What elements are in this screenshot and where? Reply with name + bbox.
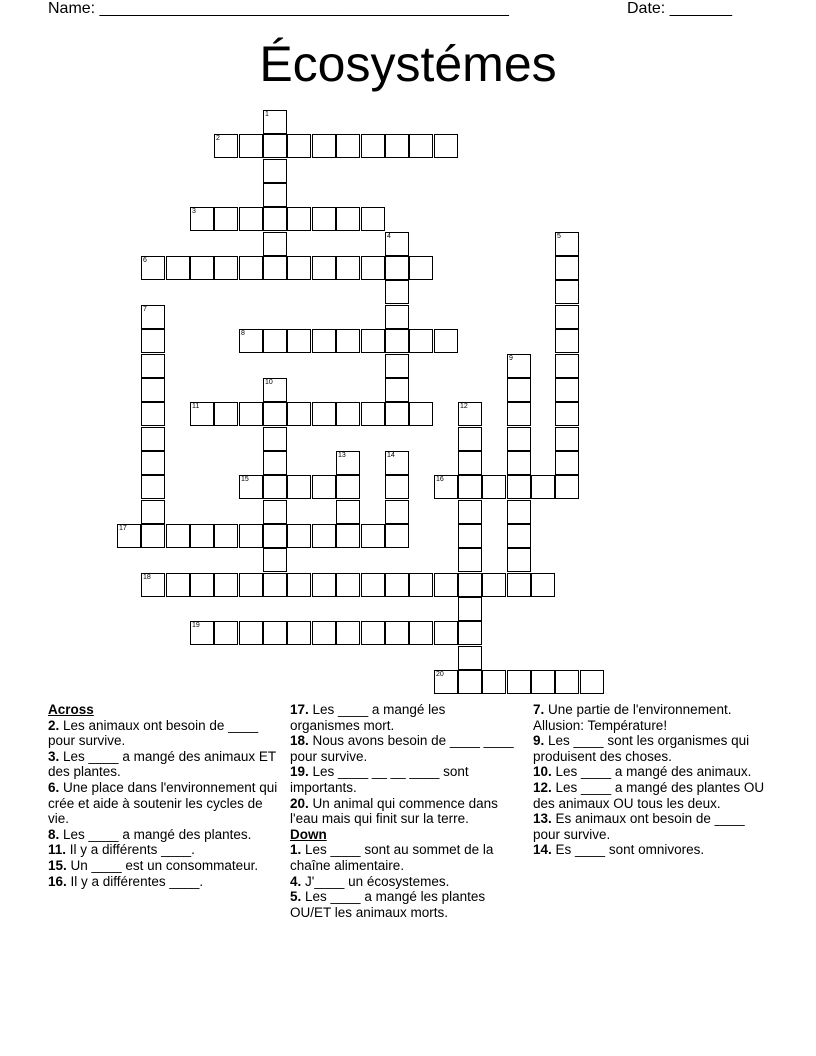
clues-column-3	[533, 702, 769, 858]
grid-cell[interactable]	[214, 256, 238, 280]
grid-cell[interactable]	[434, 475, 458, 499]
grid-cell[interactable]	[141, 378, 165, 402]
grid-cell[interactable]	[458, 524, 482, 548]
grid-cell[interactable]	[361, 402, 385, 426]
page-title: Écosystémes	[259, 36, 557, 92]
grid-cell[interactable]	[239, 402, 263, 426]
grid-cell[interactable]	[287, 329, 311, 353]
clue-down-5: 5. Les ____ a mangé les plantes OU/ET les animaux morts.	[290, 889, 486, 920]
grid-cell[interactable]	[409, 621, 433, 645]
grid-cell[interactable]	[263, 451, 287, 475]
grid-cell[interactable]	[141, 329, 165, 353]
grid-cell[interactable]	[385, 573, 409, 597]
grid-cell[interactable]	[312, 573, 336, 597]
grid-cell[interactable]	[336, 402, 360, 426]
grid-cell[interactable]	[458, 451, 482, 475]
grid-cell[interactable]	[166, 256, 190, 280]
grid-cell[interactable]	[385, 256, 409, 280]
clue-number: 4	[387, 233, 391, 240]
grid-cell[interactable]	[531, 573, 555, 597]
name-field-label: Name: ______________________________________________	[48, 0, 509, 17]
clue-down-12: 12. Les ____ a mangé des plantes OU des animaux OU tous les deux.	[533, 779, 765, 811]
clue-across-15: 15. Un ____ est un consommateur.	[48, 857, 259, 873]
grid-cell[interactable]	[141, 451, 165, 475]
clue-down-7: 7. Une partie de l'environnement. Allusion: Température!	[533, 702, 732, 733]
grid-cell[interactable]	[336, 134, 360, 158]
grid-cell[interactable]	[507, 378, 531, 402]
grid-cell[interactable]	[117, 524, 141, 548]
grid-cell[interactable]	[531, 475, 555, 499]
grid-cell[interactable]	[336, 524, 360, 548]
grid-cell[interactable]	[507, 670, 531, 694]
grid-cell[interactable]	[458, 597, 482, 621]
grid-cell[interactable]	[239, 207, 263, 231]
grid-cell[interactable]	[239, 621, 263, 645]
grid-cell[interactable]	[263, 475, 287, 499]
clue-number: 18	[143, 574, 151, 581]
grid-cell[interactable]	[458, 621, 482, 645]
clue-across-2: 2. Les animaux ont besoin de ____ pour survive.	[48, 717, 259, 749]
grid-cell[interactable]	[141, 402, 165, 426]
grid-cell[interactable]	[555, 402, 579, 426]
grid-cell[interactable]	[190, 207, 214, 231]
grid-cell[interactable]	[312, 207, 336, 231]
grid-cell[interactable]	[555, 354, 579, 378]
clue-across-11: 11. Il y a différents ____.	[48, 842, 195, 858]
grid-cell[interactable]	[507, 573, 531, 597]
clue-number: 7	[143, 306, 147, 313]
grid-cell[interactable]	[239, 134, 263, 158]
grid-cell[interactable]	[287, 621, 311, 645]
clue-down-14: 14. Es ____ sont omnivores.	[533, 842, 705, 858]
grid-cell[interactable]	[507, 475, 531, 499]
grid-cell[interactable]	[312, 402, 336, 426]
grid-cell[interactable]	[239, 329, 263, 353]
grid-cell[interactable]	[385, 232, 409, 256]
clue-number: 1	[265, 111, 269, 118]
grid-cell[interactable]	[336, 207, 360, 231]
grid-cell[interactable]	[458, 670, 482, 694]
clue-number: 12	[460, 403, 468, 410]
grid-cell[interactable]	[287, 524, 311, 548]
grid-cell[interactable]	[190, 256, 214, 280]
grid-cell[interactable]	[434, 329, 458, 353]
clue-across-6: 6. Une place dans l'environnement qui crée et aide à soutenir les cycles de vie.	[48, 779, 278, 827]
date-field-label: Date: _______	[627, 0, 732, 17]
grid-cell[interactable]	[141, 573, 165, 597]
grid-cell[interactable]	[507, 427, 531, 451]
clue-number: 8	[241, 330, 245, 337]
grid-cell[interactable]	[458, 475, 482, 499]
clue-down-13: 13. Es animaux ont besoin de ____ pour survive.	[533, 811, 745, 842]
grid-cell[interactable]	[531, 670, 555, 694]
clue-down-10: 10. Les ____ a mangé des animaux.	[533, 764, 752, 780]
grid-cell[interactable]	[312, 621, 336, 645]
grid-cell[interactable]	[263, 378, 287, 402]
grid-cell[interactable]	[458, 548, 482, 572]
grid-cell[interactable]	[141, 475, 165, 499]
clue-across-16: 16. Il y a différentes ____.	[48, 873, 204, 889]
grid-cell[interactable]	[409, 402, 433, 426]
grid-cell[interactable]	[214, 621, 238, 645]
grid-cell[interactable]	[555, 305, 579, 329]
grid-cell[interactable]	[141, 305, 165, 329]
grid-cell[interactable]	[385, 402, 409, 426]
grid-cell[interactable]	[458, 573, 482, 597]
clue-number: 5	[557, 233, 561, 240]
grid-cell[interactable]	[434, 573, 458, 597]
grid-cell[interactable]	[385, 329, 409, 353]
grid-cell[interactable]	[555, 329, 579, 353]
grid-cell[interactable]	[555, 475, 579, 499]
grid-cell[interactable]	[507, 500, 531, 524]
grid-cell[interactable]	[312, 329, 336, 353]
grid-cell[interactable]	[141, 256, 165, 280]
grid-cell[interactable]	[555, 256, 579, 280]
grid-cell[interactable]	[263, 402, 287, 426]
grid-cell[interactable]	[409, 329, 433, 353]
clue-down-9: 9. Les ____ sont les organismes qui produisent des choses.	[533, 733, 750, 764]
clue-across-8: 8. Les ____ a mangé des plantes.	[48, 826, 252, 842]
grid-cell[interactable]	[263, 232, 287, 256]
clue-across-19: 19. Les ____ __ __ ____ sont importants.	[290, 764, 469, 795]
down-heading: Down	[290, 826, 327, 842]
grid-cell[interactable]	[141, 427, 165, 451]
grid-cell[interactable]	[336, 500, 360, 524]
clue-number: 10	[265, 379, 273, 386]
grid-cell[interactable]	[385, 524, 409, 548]
grid-cell[interactable]	[434, 670, 458, 694]
grid-cell[interactable]	[263, 573, 287, 597]
grid-cell[interactable]	[263, 427, 287, 451]
clue-number: 9	[509, 355, 513, 362]
grid-cell[interactable]	[190, 402, 214, 426]
grid-cell[interactable]	[336, 621, 360, 645]
grid-cell[interactable]	[385, 451, 409, 475]
grid-cell[interactable]	[385, 280, 409, 304]
grid-cell[interactable]	[555, 378, 579, 402]
grid-cell[interactable]	[190, 573, 214, 597]
grid-cell[interactable]	[434, 134, 458, 158]
grid-cell[interactable]	[190, 524, 214, 548]
grid-cell[interactable]	[482, 475, 506, 499]
clue-number: 3	[192, 208, 196, 215]
grid-cell[interactable]	[385, 354, 409, 378]
grid-cell[interactable]	[336, 475, 360, 499]
grid-cell[interactable]	[263, 500, 287, 524]
clue-number: 11	[192, 403, 200, 410]
grid-cell[interactable]	[336, 256, 360, 280]
grid-cell[interactable]	[336, 329, 360, 353]
grid-cell[interactable]	[336, 573, 360, 597]
grid-cell[interactable]	[287, 134, 311, 158]
grid-cell[interactable]	[385, 475, 409, 499]
clues-column-1	[48, 702, 284, 889]
grid-cell[interactable]	[312, 134, 336, 158]
grid-cell[interactable]	[263, 159, 287, 183]
grid-cell[interactable]	[263, 134, 287, 158]
grid-cell[interactable]	[385, 500, 409, 524]
grid-cell[interactable]	[166, 524, 190, 548]
grid-cell[interactable]	[507, 402, 531, 426]
grid-cell[interactable]	[361, 207, 385, 231]
clue-down-1: 1. Les ____ sont au sommet de la chaîne alimentaire.	[290, 842, 494, 873]
clue-number: 20	[436, 671, 444, 678]
grid-cell[interactable]	[361, 621, 385, 645]
grid-cell[interactable]	[214, 524, 238, 548]
grid-cell[interactable]	[555, 451, 579, 475]
grid-cell[interactable]	[361, 256, 385, 280]
grid-cell[interactable]	[263, 524, 287, 548]
grid-cell[interactable]	[555, 280, 579, 304]
grid-cell[interactable]	[361, 524, 385, 548]
grid-cell[interactable]	[409, 134, 433, 158]
clue-number: 13	[338, 452, 346, 459]
grid-cell[interactable]	[239, 475, 263, 499]
grid-cell[interactable]	[287, 402, 311, 426]
grid-cell[interactable]	[361, 329, 385, 353]
grid-cell[interactable]	[141, 500, 165, 524]
grid-cell[interactable]	[214, 573, 238, 597]
grid-cell[interactable]	[409, 573, 433, 597]
grid-cell[interactable]	[263, 621, 287, 645]
clues-column-2	[290, 702, 518, 920]
grid-cell[interactable]	[434, 621, 458, 645]
grid-cell[interactable]	[385, 305, 409, 329]
grid-cell[interactable]	[214, 134, 238, 158]
grid-cell[interactable]	[263, 207, 287, 231]
clue-number: 2	[216, 135, 220, 142]
grid-cell[interactable]	[458, 500, 482, 524]
clue-down-4: 4. J'____ un écosystemes.	[290, 873, 450, 889]
clue-across-3: 3. Les ____ a mangé des animaux ET des plantes.	[48, 748, 276, 780]
grid-cell[interactable]	[312, 475, 336, 499]
clue-number: 15	[241, 476, 249, 483]
clue-across-17: 17. Les ____ a mangé les organismes mort.	[290, 702, 446, 733]
grid-cell[interactable]	[287, 207, 311, 231]
grid-cell[interactable]	[239, 256, 263, 280]
grid-cell[interactable]	[458, 646, 482, 670]
grid-cell[interactable]	[287, 573, 311, 597]
grid-cell[interactable]	[190, 621, 214, 645]
grid-cell[interactable]	[555, 427, 579, 451]
grid-cell[interactable]	[482, 670, 506, 694]
grid-cell[interactable]	[214, 402, 238, 426]
grid-cell[interactable]	[458, 402, 482, 426]
grid-cell[interactable]	[409, 256, 433, 280]
grid-cell[interactable]	[214, 207, 238, 231]
grid-cell[interactable]	[141, 524, 165, 548]
clue-number: 14	[387, 452, 395, 459]
grid-cell[interactable]	[263, 183, 287, 207]
clue-across-20: 20. Un animal qui commence dans l'eau mais qui finit sur la terre.	[290, 795, 498, 827]
clue-number: 16	[436, 476, 444, 483]
grid-cell[interactable]	[166, 573, 190, 597]
grid-cell[interactable]	[263, 256, 287, 280]
grid-cell[interactable]	[507, 524, 531, 548]
grid-cell[interactable]	[385, 134, 409, 158]
grid-cell[interactable]	[312, 524, 336, 548]
grid-cell[interactable]	[361, 134, 385, 158]
grid-cell[interactable]	[385, 621, 409, 645]
grid-cell[interactable]	[263, 329, 287, 353]
grid-cell[interactable]	[507, 451, 531, 475]
grid-cell[interactable]	[263, 110, 287, 134]
across-heading: Across	[48, 702, 94, 717]
grid-cell[interactable]	[336, 451, 360, 475]
clue-number: 17	[119, 525, 127, 532]
grid-cell[interactable]	[263, 548, 287, 572]
grid-cell[interactable]	[141, 354, 165, 378]
grid-cell[interactable]	[555, 232, 579, 256]
grid-cell[interactable]	[287, 256, 311, 280]
grid-cell[interactable]	[507, 354, 531, 378]
clue-across-18: 18. Nous avons besoin de ____ ____ pour survive.	[290, 733, 514, 764]
grid-cell[interactable]	[580, 670, 604, 694]
clue-number: 6	[143, 257, 147, 264]
grid-cell[interactable]	[361, 573, 385, 597]
grid-cell[interactable]	[312, 256, 336, 280]
grid-cell[interactable]	[507, 548, 531, 572]
grid-cell[interactable]	[287, 475, 311, 499]
grid-cell[interactable]	[239, 573, 263, 597]
grid-cell[interactable]	[555, 670, 579, 694]
grid-cell[interactable]	[385, 378, 409, 402]
grid-cell[interactable]	[458, 427, 482, 451]
grid-cell[interactable]	[482, 573, 506, 597]
grid-cell[interactable]	[239, 524, 263, 548]
clue-number: 19	[192, 622, 200, 629]
